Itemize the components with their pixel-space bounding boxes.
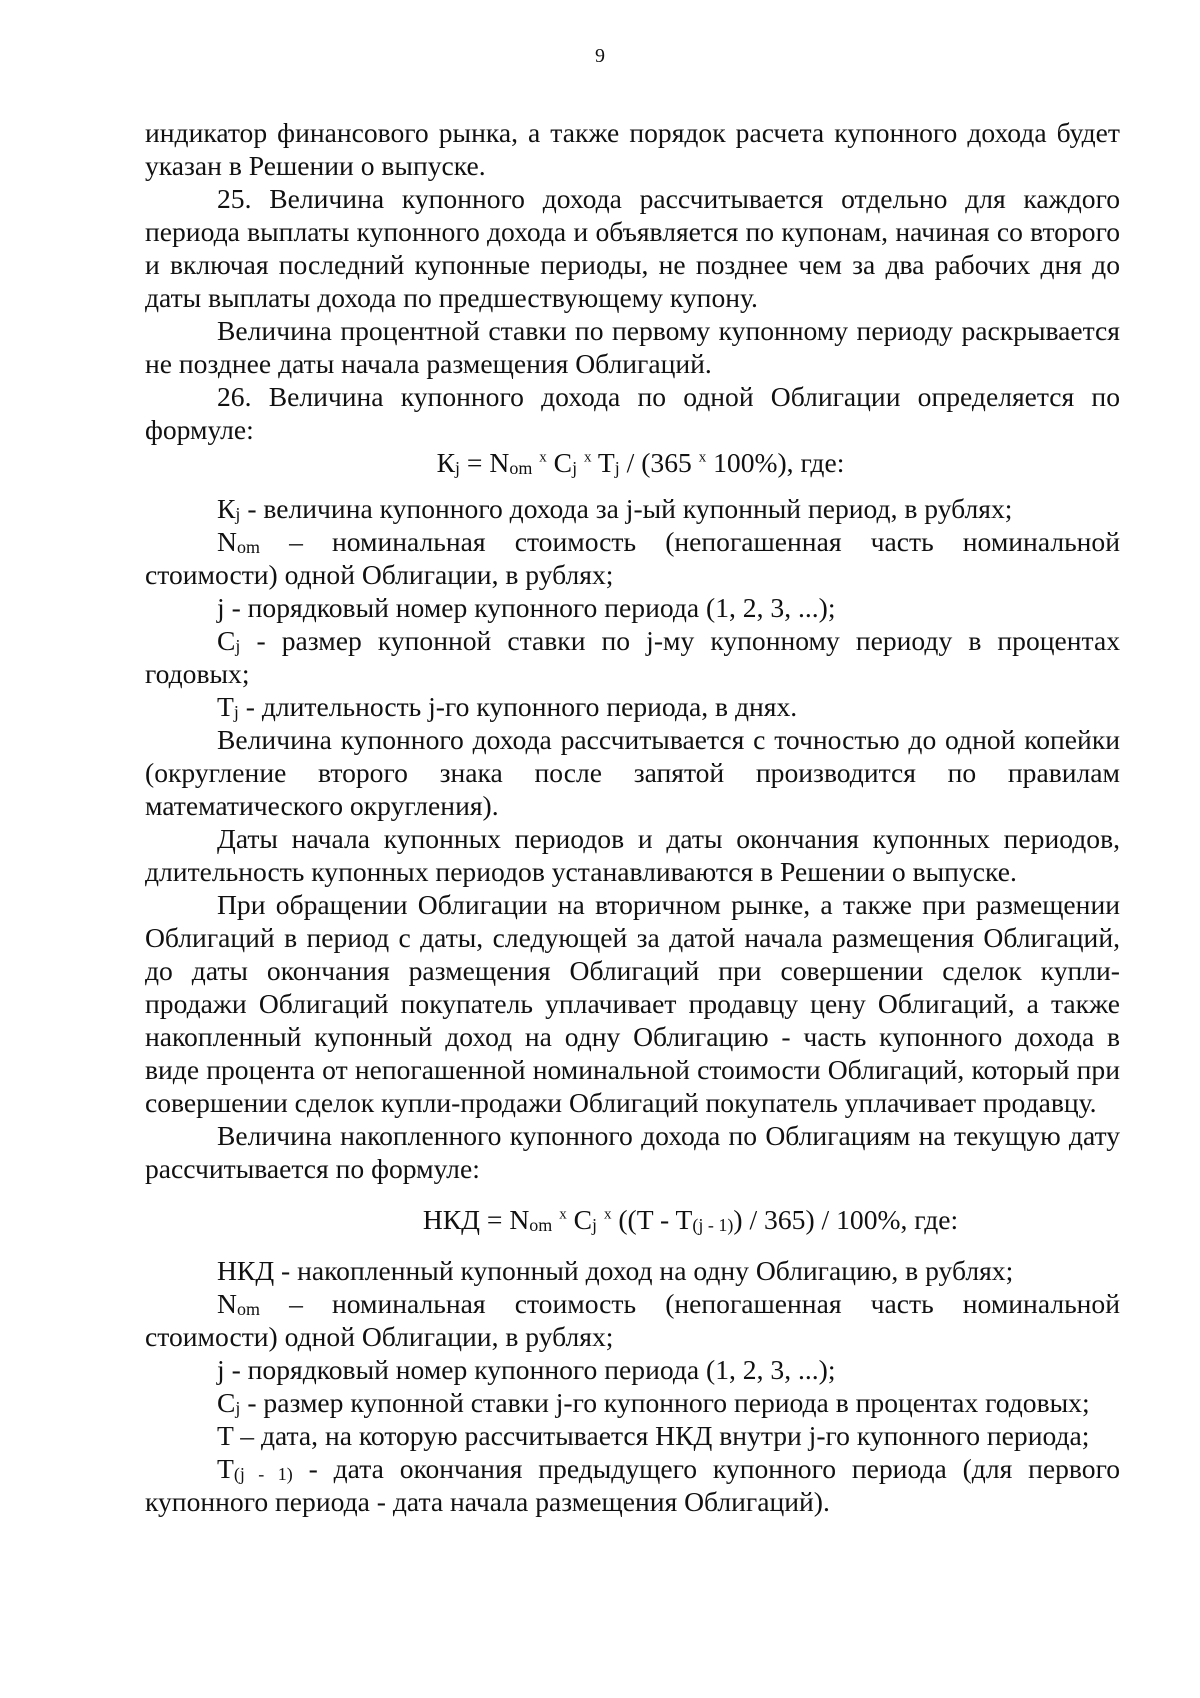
paragraph-rounding: Величина купонного дохода рассчитывается с точностью до одной копейки (округление второго знака после запятой производится по правилам математического округления). xyxy=(145,724,1120,821)
accrued-income-formula: НКД = $N_{om}$ $^x$ $C_j$ $^x$ $((T - T_{(j - 1)}) / 365) / 100\%$, где: xyxy=(422,1204,959,1236)
paragraph-period-dates: Даты начала купонных периодов и даты окончания купонных периодов, длительность купонных периодов устанавливаются в Решении о выпуске. xyxy=(145,823,1120,887)
definition-t: $T_j$ - длительность j-го купонного периода, в днях. xyxy=(217,691,798,723)
definition-nominal: $N_{om}$ – номинальная стоимость (непогашенная часть номинальной стоимости) одной Облигации, в рублях; xyxy=(145,526,1120,590)
definition-c: $C_j$ - размер купонной ставки по j-му купонному периоду в процентах годовых; xyxy=(145,625,1120,689)
paragraph-clause-25: 25. Величина купонного дохода рассчитывается отдельно для каждого периода выплаты купонного дохода и объявляется по купонам, начиная со второго и включая последний купонные периоды, не позднее чем за два рабочих дня до даты выплаты дохода по предшествующему купону. xyxy=(145,183,1120,313)
document-body xyxy=(145,116,1120,1518)
paragraph-clause-26: 26. Величина купонного дохода по одной Облигации определяется по формуле: xyxy=(145,381,1120,445)
definition-nkd: НКД - накопленный купонный доход на одну Облигацию, в рублях; xyxy=(217,1255,1014,1286)
definition-t-current: T – дата, на которую рассчитывается НКД внутри j-го купонного периода; xyxy=(217,1420,1090,1451)
definition-nominal-2: $N_{om}$ – номинальная стоимость (непогашенная часть номинальной стоимости) одной Облигации, в рублях; xyxy=(145,1288,1120,1352)
page-number: 9 xyxy=(595,45,605,67)
definition-j: j - порядковый номер купонного периода (1, 2, 3, ...); xyxy=(217,592,836,623)
paragraph-first-coupon-rate: Величина процентной ставки по первому купонному периоду раскрывается не позднее даты начала размещения Облигаций. xyxy=(145,315,1120,379)
definition-k: $К_j$ - величина купонного дохода за j-ый купонный период, в рублях; xyxy=(217,493,1013,525)
paragraph-secondary-market: При обращении Облигации на вторичном рынке, а также при размещении Облигаций в период с даты, следующей за датой начала размещения Облигаций, до даты окончания размещения Облигаций при совершении сделок купли-продажи Облигаций покупатель уплачивает продавцу цену Облигаций, а также накопленный купонный доход на одну Облигацию - часть купонного дохода в виде процента от непогашенной номинальной стоимости Облигаций, который при совершении сделок купли-продажи Облигаций покупатель уплачивает продавцу. xyxy=(145,889,1120,1118)
definition-c-2: $C_j$ - размер купонной ставки j-го купонного периода в процентах годовых; xyxy=(217,1387,1090,1419)
paragraph-accrued-income: Величина накопленного купонного дохода по Облигациям на текущую дату рассчитывается по формуле: xyxy=(145,1120,1120,1184)
paragraph-continuation: индикатор финансового рынка, а также порядок расчета купонного дохода будет указан в Решении о выпуске. xyxy=(145,117,1120,181)
definition-j-2: j - порядковый номер купонного периода (1, 2, 3, ...); xyxy=(217,1354,836,1385)
definition-t-previous: $T_{(j - 1)}$ - дата окончания предыдущего купонного периода (для первого купонного периода - дата начала размещения Облигаций). xyxy=(145,1453,1120,1517)
coupon-income-formula: $К_j = N_{om}$ $^x$ $C_j$ $^x$ $T_j / (365$ $^x$ 100%), где: xyxy=(436,447,845,479)
